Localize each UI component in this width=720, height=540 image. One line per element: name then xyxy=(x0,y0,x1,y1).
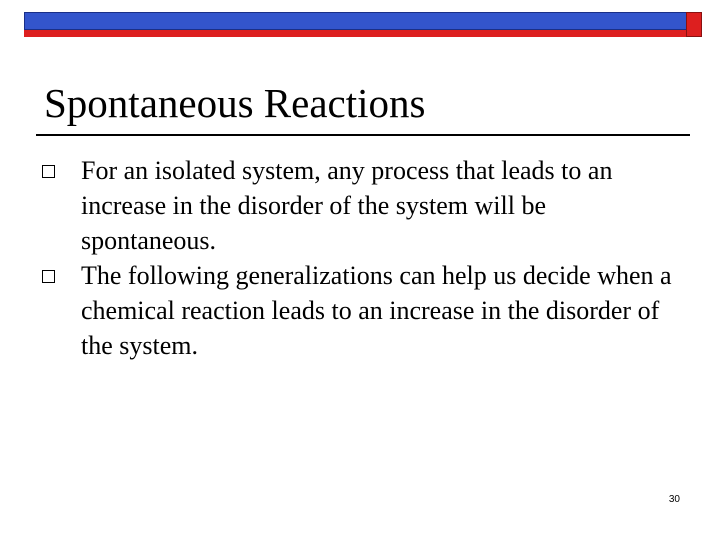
page-number: 30 xyxy=(668,494,680,505)
bullet-item xyxy=(36,258,676,363)
top-banner-red-bar xyxy=(24,30,689,37)
top-banner-red-square xyxy=(686,12,702,37)
bullet-item xyxy=(36,153,676,258)
top-banner-blue-bar xyxy=(24,12,689,30)
bullet-text: The following generalizations can help us decide when a chemical reaction leads to an increase in the disorder of the system. xyxy=(81,261,672,360)
title-underline-divider xyxy=(36,134,690,136)
bullet-text: For an isolated system, any process that leads to an increase in the disorder of the system will be spontaneous. xyxy=(81,156,613,255)
hollow-square-bullet-icon xyxy=(42,270,55,283)
bullet-list xyxy=(36,153,676,363)
slide-title: Spontaneous Reactions xyxy=(44,80,426,126)
hollow-square-bullet-icon xyxy=(42,165,55,178)
